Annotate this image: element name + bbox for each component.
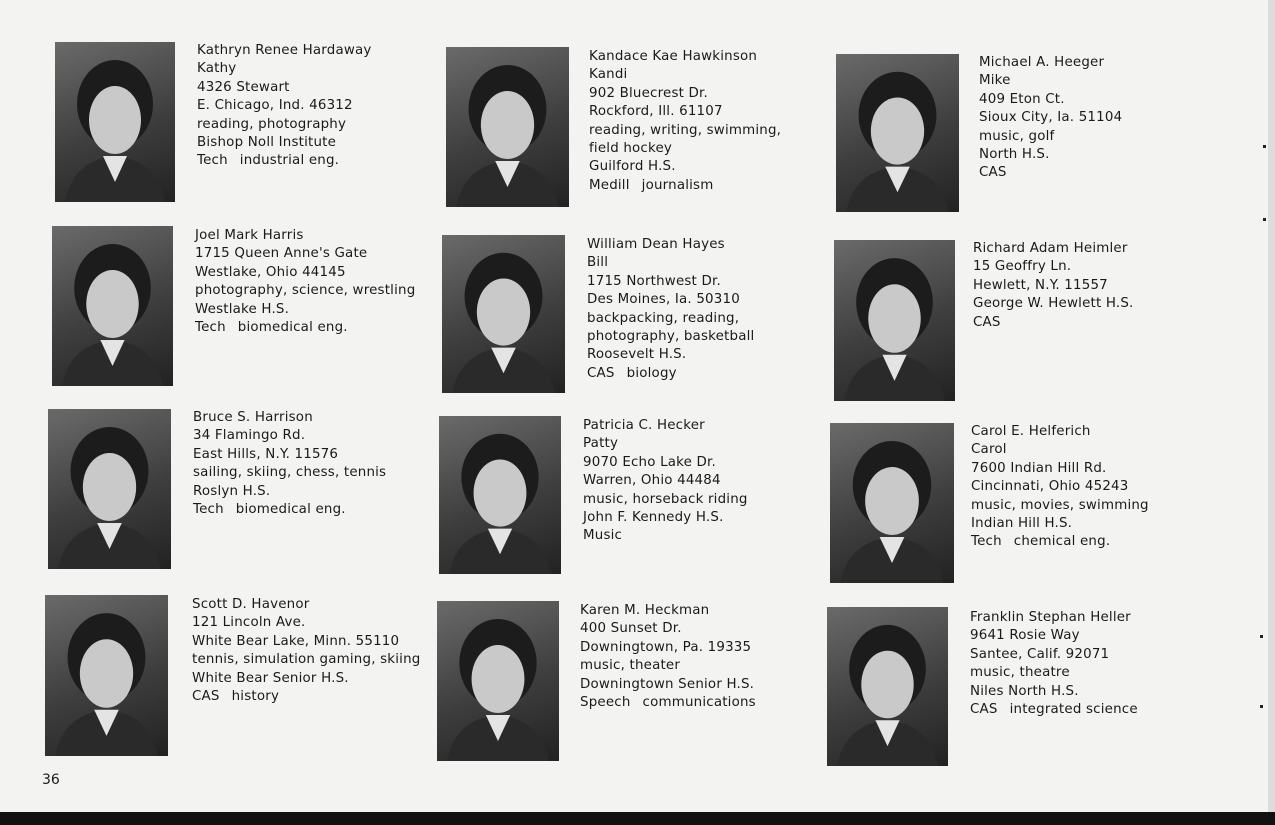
student-detail: music, movies, swimming — [971, 497, 1149, 513]
school-major-line — [580, 694, 756, 712]
student-info — [192, 596, 420, 706]
student-detail: tennis, simulation gaming, skiing — [192, 652, 421, 668]
major: industrial eng. — [239, 153, 340, 169]
student-detail: 409 Eton Ct. — [979, 91, 1065, 107]
student-photo — [827, 607, 948, 766]
student-photo — [45, 595, 168, 756]
student-detail: Sioux City, Ia. 51104 — [979, 110, 1123, 126]
major: biology — [626, 365, 677, 381]
student-detail: sailing, skiing, chess, tennis — [193, 465, 387, 481]
student-name: Franklin Stephan Heller — [970, 610, 1131, 625]
school: CAS — [587, 365, 615, 381]
student-info — [979, 54, 1122, 183]
portrait-silhouette — [48, 409, 171, 569]
page-number: 36 — [42, 772, 60, 788]
student-detail: music, theater — [580, 658, 681, 674]
student-info — [197, 42, 372, 171]
student-photo — [439, 416, 561, 574]
student-detail: Westlake, Ohio 44145 — [195, 264, 346, 280]
school-major-line — [971, 533, 1149, 551]
school-major-line — [193, 501, 386, 519]
page-edge — [1268, 0, 1275, 812]
student-detail: Des Moines, Ia. 50310 — [587, 292, 740, 308]
student-info — [589, 48, 781, 195]
student-photo — [834, 240, 955, 401]
student-detail: Roosevelt H.S. — [587, 347, 687, 363]
student-detail: 902 Bluecrest Dr. — [589, 85, 708, 101]
student-detail: East Hills, N.Y. 11576 — [193, 446, 339, 462]
scan-mark — [1260, 705, 1263, 708]
student-info — [580, 602, 756, 712]
student-detail: Downingtown Senior H.S. — [580, 676, 755, 692]
student-detail: 4326 Stewart — [197, 79, 290, 95]
student-info — [970, 609, 1138, 719]
school-major-line — [195, 319, 415, 337]
portrait-silhouette — [55, 42, 175, 202]
portrait-silhouette — [830, 423, 954, 583]
student-detail: Kandi — [589, 67, 628, 83]
student-detail: Roslyn H.S. — [193, 483, 271, 499]
student-detail: backpacking, reading, — [587, 310, 740, 326]
school: CAS — [970, 701, 998, 717]
major: history — [231, 688, 280, 704]
school: Tech — [195, 319, 226, 335]
student-detail: E. Chicago, Ind. 46312 — [197, 98, 353, 114]
student-photo — [442, 235, 565, 393]
student-detail: Hewlett, N.Y. 11557 — [973, 277, 1108, 293]
scan-mark — [1263, 218, 1266, 221]
student-name: Michael A. Heeger — [979, 55, 1105, 70]
student-info — [193, 409, 386, 519]
student-detail: 121 Lincoln Ave. — [192, 615, 306, 631]
student-info — [971, 423, 1149, 552]
student-name: Kathryn Renee Hardaway — [197, 43, 372, 58]
student-name: Richard Adam Heimler — [973, 241, 1128, 256]
student-detail: Warren, Ohio 44484 — [583, 473, 721, 489]
portrait-silhouette — [446, 47, 569, 207]
student-detail: Rockford, Ill. 61107 — [589, 104, 723, 120]
student-detail: music, golf — [979, 128, 1055, 144]
student-photo — [55, 42, 175, 202]
portrait-silhouette — [442, 235, 565, 393]
school-major-line — [979, 164, 1122, 182]
scan-mark — [1260, 635, 1263, 638]
student-detail: reading, writing, swimming, — [589, 122, 782, 138]
student-detail: 1715 Northwest Dr. — [587, 273, 721, 289]
student-detail: photography, basketball — [587, 328, 755, 344]
student-detail: Santee, Calif. 92071 — [970, 646, 1110, 662]
school: Tech — [197, 153, 228, 169]
student-name: Karen M. Heckman — [580, 603, 710, 618]
portrait-silhouette — [836, 54, 959, 212]
school-major-line — [192, 688, 420, 706]
student-name: Scott D. Havenor — [192, 597, 310, 612]
student-name: Kandace Kae Hawkinson — [589, 49, 758, 64]
student-info — [973, 240, 1134, 332]
student-detail: Cincinnati, Ohio 45243 — [971, 479, 1129, 495]
student-detail: Carol — [971, 442, 1007, 458]
student-detail: 34 Flamingo Rd. — [193, 428, 306, 444]
student-detail: 1715 Queen Anne's Gate — [195, 246, 368, 262]
student-detail: Bill — [587, 255, 609, 271]
school: CAS — [979, 165, 1007, 181]
school: CAS — [192, 688, 220, 704]
student-photo — [836, 54, 959, 212]
school: Tech — [193, 501, 224, 517]
student-detail: Mike — [979, 73, 1011, 89]
student-detail: Niles North H.S. — [970, 683, 1079, 699]
student-name: Carol E. Helferich — [971, 424, 1091, 439]
student-detail: North H.S. — [979, 146, 1050, 162]
school: Tech — [971, 534, 1002, 550]
portrait-silhouette — [827, 607, 948, 766]
scan-border — [0, 812, 1275, 825]
student-detail: Guilford H.S. — [589, 159, 676, 175]
portrait-silhouette — [437, 601, 559, 761]
student-detail: Bishop Noll Institute — [197, 134, 337, 150]
student-name: William Dean Hayes — [587, 237, 725, 252]
school-major-line — [583, 527, 748, 545]
student-photo — [446, 47, 569, 207]
major: chemical eng. — [1013, 534, 1111, 550]
student-detail: John F. Kennedy H.S. — [583, 509, 724, 525]
major: biomedical eng. — [235, 501, 346, 517]
student-info — [195, 227, 415, 337]
student-name: Joel Mark Harris — [195, 228, 304, 243]
student-detail: 9070 Echo Lake Dr. — [583, 454, 716, 470]
student-detail: Patty — [583, 436, 619, 452]
student-detail: George W. Hewlett H.S. — [973, 296, 1134, 312]
student-detail: Downingtown, Pa. 19335 — [580, 639, 752, 655]
student-photo — [48, 409, 171, 569]
major: integrated science — [1009, 701, 1138, 717]
student-detail: field hockey — [589, 140, 673, 156]
school-major-line — [970, 701, 1138, 719]
portrait-silhouette — [45, 595, 168, 756]
portrait-silhouette — [439, 416, 561, 574]
scan-mark — [1263, 145, 1266, 148]
student-name: Bruce S. Harrison — [193, 410, 313, 425]
school: Medill — [589, 177, 630, 193]
student-detail: 9641 Rosie Way — [970, 628, 1080, 644]
student-detail: music, theatre — [970, 665, 1070, 681]
student-info — [583, 417, 748, 546]
student-detail: reading, photography — [197, 116, 347, 132]
student-detail: Westlake H.S. — [195, 301, 290, 317]
student-detail: 7600 Indian Hill Rd. — [971, 460, 1107, 476]
school: Music — [583, 528, 623, 544]
school-major-line — [973, 314, 1134, 332]
student-detail: Indian Hill H.S. — [971, 515, 1073, 531]
student-detail: 400 Sunset Dr. — [580, 621, 682, 637]
student-photo — [52, 226, 173, 386]
student-detail: Kathy — [197, 61, 237, 77]
school-major-line — [197, 152, 372, 170]
student-detail: 15 Geoffry Ln. — [973, 259, 1072, 275]
major: communications — [642, 694, 756, 710]
portrait-silhouette — [834, 240, 955, 401]
student-photo — [437, 601, 559, 761]
major: biomedical eng. — [237, 319, 348, 335]
school-major-line — [587, 365, 754, 383]
school: CAS — [973, 314, 1001, 330]
student-detail: White Bear Lake, Minn. 55110 — [192, 633, 400, 649]
student-info — [587, 236, 754, 383]
school: Speech — [580, 694, 631, 710]
student-name: Patricia C. Hecker — [583, 418, 705, 433]
student-photo — [830, 423, 954, 583]
major: journalism — [641, 177, 714, 193]
portrait-silhouette — [52, 226, 173, 386]
student-detail: music, horseback riding — [583, 491, 748, 507]
school-major-line — [589, 177, 781, 195]
student-detail: photography, science, wrestling — [195, 283, 416, 299]
student-detail: White Bear Senior H.S. — [192, 670, 349, 686]
